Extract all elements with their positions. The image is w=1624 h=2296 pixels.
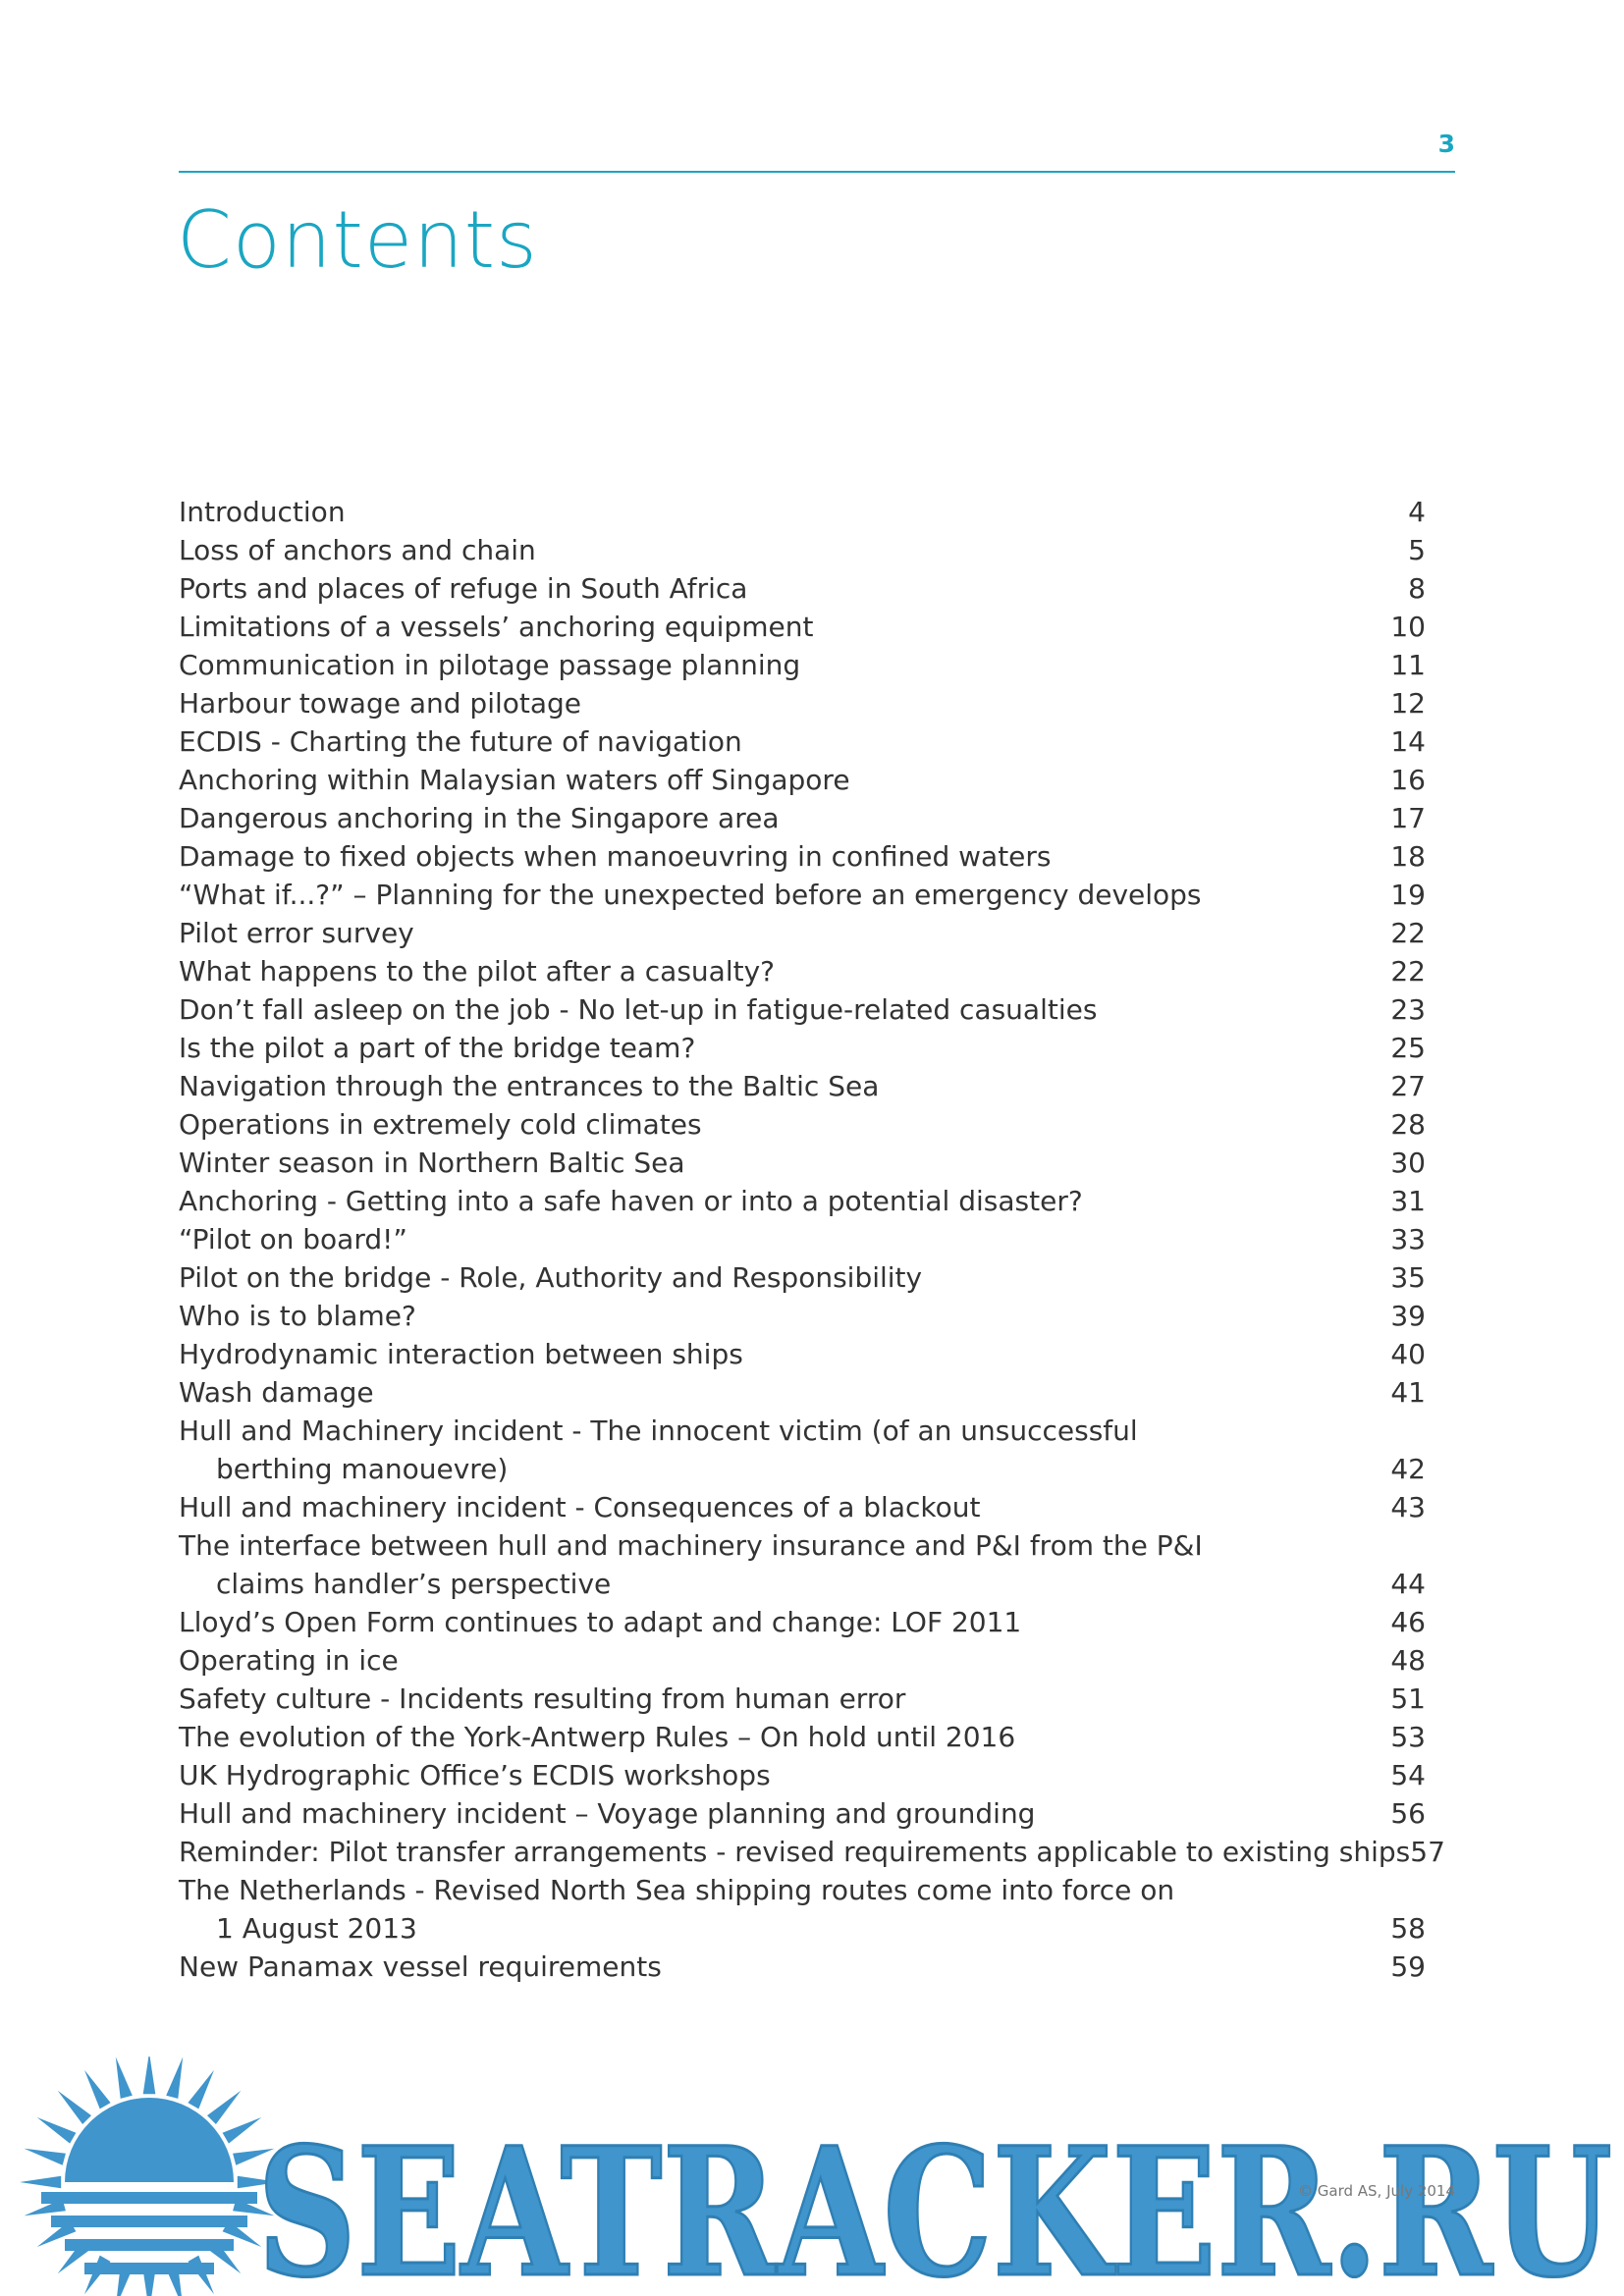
toc-entry-title: Ports and places of refuge in South Africa — [179, 572, 748, 605]
toc-line — [179, 531, 1426, 569]
toc-line — [179, 1029, 1426, 1067]
toc-line — [179, 876, 1426, 914]
sun-ray — [84, 2256, 111, 2295]
toc-line — [179, 1258, 1426, 1297]
toc-line — [179, 914, 1426, 952]
page-title: Contents — [177, 194, 538, 286]
toc-line — [179, 1718, 1426, 1756]
toc-page-number: 31 — [1390, 1185, 1426, 1217]
toc-page-number: 12 — [1390, 687, 1426, 720]
toc-entry-title: Hull and Machinery incident - The innocent victim (of an unsuccessful — [179, 1415, 1138, 1447]
toc-line — [179, 1833, 1445, 1871]
toc-line — [179, 1909, 1426, 1948]
toc-entry-title: Wash damage — [179, 1376, 374, 1409]
toc-line — [179, 1450, 1426, 1488]
toc-page-number: 54 — [1390, 1759, 1426, 1791]
toc-line — [179, 1871, 1426, 1909]
toc-page-number: 18 — [1390, 840, 1426, 873]
toc-entry-title: Communication in pilotage passage planning — [179, 649, 801, 681]
toc-entry-title: Winter season in Northern Baltic Sea — [179, 1147, 685, 1179]
toc-page-number: 59 — [1390, 1950, 1426, 1983]
watermark — [0, 2056, 1624, 2296]
toc-entry-title: berthing manouevre) — [216, 1453, 509, 1485]
sun-ray — [84, 2070, 111, 2109]
toc-line — [179, 837, 1426, 876]
toc-line — [179, 1526, 1426, 1565]
toc-page-number: 35 — [1390, 1261, 1426, 1294]
toc-entry — [179, 1029, 1426, 1067]
toc-entry-title: Introduction — [179, 496, 346, 528]
toc-page-number: 5 — [1408, 534, 1426, 566]
toc-line — [179, 1373, 1426, 1412]
toc-entry-title: The interface between hull and machinery insurance and P&I from the P&I — [179, 1529, 1203, 1562]
sun-ray — [188, 2070, 214, 2109]
toc-line — [179, 1756, 1426, 1794]
toc-line — [179, 722, 1426, 761]
toc-entry — [179, 990, 1426, 1029]
toc-entry — [179, 493, 1426, 531]
toc-line — [179, 1603, 1426, 1641]
toc-entry — [179, 1144, 1426, 1182]
toc-page-number: 17 — [1390, 802, 1426, 834]
toc-line — [179, 1297, 1426, 1335]
toc-entry-title: Is the pilot a part of the bridge team? — [179, 1032, 696, 1064]
toc-page-number: 44 — [1390, 1568, 1426, 1600]
sun-ray — [207, 2091, 241, 2124]
sun-ray — [143, 2056, 156, 2094]
toc-entry-title: New Panamax vessel requirements — [179, 1950, 662, 1983]
toc-entry-title: Harbour towage and pilotage — [179, 687, 582, 720]
watermark-text: SEATRACKER.RU — [257, 2109, 1612, 2296]
toc-entry-title: Hydrodynamic interaction between ships — [179, 1338, 743, 1370]
toc-line — [179, 608, 1426, 646]
toc-entry — [179, 837, 1426, 876]
sun-ray — [25, 2149, 66, 2165]
toc-line — [179, 1794, 1426, 1833]
toc-entry-title: The evolution of the York-Antwerp Rules – On hold until 2016 — [179, 1721, 1016, 1753]
toc-entry — [179, 1105, 1426, 1144]
toc-line — [179, 1105, 1426, 1144]
sun-logo-icon — [20, 2056, 279, 2296]
toc-line — [179, 569, 1426, 608]
toc-entry — [179, 1718, 1426, 1756]
toc-entry-title: Damage to fixed objects when manoeuvring in confined waters — [179, 840, 1052, 873]
toc-line — [179, 1488, 1426, 1526]
toc-line — [179, 1220, 1426, 1258]
toc-page-number: 11 — [1390, 649, 1426, 681]
toc-page-number: 57 — [1410, 1836, 1445, 1868]
toc-line — [179, 1067, 1426, 1105]
toc-page-number: 42 — [1390, 1453, 1426, 1485]
toc-entry — [179, 1297, 1426, 1335]
toc-line — [179, 1412, 1426, 1450]
sun-ray — [37, 2117, 77, 2144]
toc-line — [179, 1182, 1426, 1220]
toc-entry-title: “Pilot on board!” — [179, 1223, 407, 1255]
toc-entry — [179, 608, 1426, 646]
toc-line — [179, 1641, 1426, 1680]
toc-entry-title: Dangerous anchoring in the Singapore area — [179, 802, 780, 834]
toc-entry — [179, 569, 1426, 608]
toc-page-number: 46 — [1390, 1606, 1426, 1638]
toc-page-number: 22 — [1390, 955, 1426, 988]
toc-page-number: 25 — [1390, 1032, 1426, 1064]
toc-page-number: 40 — [1390, 1338, 1426, 1370]
toc-entry-title: Reminder: Pilot transfer arrangements - revised requirements applicable to existing ships — [179, 1836, 1411, 1868]
toc-line — [179, 1144, 1426, 1182]
toc-entry — [179, 1526, 1426, 1603]
toc-entry-title: What happens to the pilot after a casualty? — [179, 955, 776, 988]
toc-entry — [179, 531, 1426, 569]
sun-ray — [188, 2256, 214, 2295]
toc-page-number: 10 — [1390, 611, 1426, 643]
toc-page-number: 28 — [1390, 1108, 1426, 1141]
toc-entry — [179, 1220, 1426, 1258]
toc-page-number: 4 — [1408, 496, 1426, 528]
toc-entry-title: Limitations of a vessels’ anchoring equipment — [179, 611, 814, 643]
toc-line — [179, 990, 1426, 1029]
toc-page-number: 16 — [1390, 764, 1426, 796]
toc-page-number: 8 — [1408, 572, 1426, 605]
toc-entry — [179, 1756, 1426, 1794]
sun-ray — [20, 2176, 61, 2189]
toc-entry-title: Hull and machinery incident – Voyage planning and grounding — [179, 1797, 1036, 1830]
toc-entry — [179, 684, 1426, 722]
toc-entry-title: Safety culture - Incidents resulting from human error — [179, 1682, 906, 1715]
toc-entry — [179, 1641, 1426, 1680]
toc-entry-title: Pilot error survey — [179, 917, 414, 949]
toc-line — [179, 1948, 1426, 1986]
toc-page-number: 14 — [1390, 725, 1426, 758]
toc-entry — [179, 1335, 1426, 1373]
toc-entry-title: Who is to blame? — [179, 1300, 416, 1332]
toc-entry — [179, 761, 1426, 799]
toc-entry-title: Pilot on the bridge - Role, Authority and Responsibility — [179, 1261, 923, 1294]
toc-line — [179, 1335, 1426, 1373]
toc-entry-title: claims handler’s perspective — [216, 1568, 612, 1600]
toc-entry — [179, 1603, 1426, 1641]
toc-entry-title: “What if...?” – Planning for the unexpected before an emergency develops — [179, 879, 1202, 911]
toc-entry — [179, 1067, 1426, 1105]
toc-page-number: 51 — [1390, 1682, 1426, 1715]
toc-entry-title: Anchoring - Getting into a safe haven or into a potential disaster? — [179, 1185, 1083, 1217]
toc-entry-title: Hull and machinery incident - Consequences of a blackout — [179, 1491, 981, 1523]
toc-entry-title: Lloyd’s Open Form continues to adapt and change: LOF 2011 — [179, 1606, 1022, 1638]
toc-page-number: 19 — [1390, 879, 1426, 911]
toc-line — [179, 799, 1426, 837]
toc-entry — [179, 1373, 1426, 1412]
toc-page-number: 58 — [1390, 1912, 1426, 1945]
toc-entry-title: Anchoring within Malaysian waters off Singapore — [179, 764, 850, 796]
toc-entry-title: UK Hydrographic Office’s ECDIS workshops — [179, 1759, 771, 1791]
toc-line — [179, 684, 1426, 722]
toc-page-number: 39 — [1390, 1300, 1426, 1332]
toc-entry — [179, 952, 1426, 990]
copyright: © Gard AS, July 2014 — [1298, 2182, 1456, 2200]
toc-entry — [179, 722, 1426, 761]
toc-entry-title: Don’t fall asleep on the job - No let-up in fatigue-related casualties — [179, 993, 1098, 1026]
toc-page-number: 43 — [1390, 1491, 1426, 1523]
toc-entry-title: The Netherlands - Revised North Sea shipping routes come into force on — [179, 1874, 1175, 1906]
toc-page-number: 56 — [1390, 1797, 1426, 1830]
toc-entry — [179, 646, 1426, 684]
toc-entry-title: Operations in extremely cold climates — [179, 1108, 702, 1141]
toc-entry — [179, 1871, 1426, 1948]
header-rule — [179, 171, 1455, 173]
toc-line — [179, 493, 1426, 531]
toc-entry — [179, 914, 1426, 952]
toc-entry — [179, 1680, 1426, 1718]
toc-entry-title: ECDIS - Charting the future of navigation — [179, 725, 742, 758]
toc-entry-title: Operating in ice — [179, 1644, 399, 1677]
toc-entry — [179, 1412, 1426, 1488]
toc-page-number: 22 — [1390, 917, 1426, 949]
toc-line — [179, 761, 1426, 799]
toc-entry — [179, 1948, 1426, 1986]
page-number: 3 — [1437, 130, 1455, 158]
table-of-contents — [179, 493, 1445, 1986]
toc-entry-title: Loss of anchors and chain — [179, 534, 536, 566]
sun-ray — [166, 2057, 183, 2099]
toc-line — [179, 952, 1426, 990]
toc-entry — [179, 799, 1426, 837]
toc-line — [179, 1565, 1426, 1603]
toc-entry — [179, 1488, 1426, 1526]
toc-page-number: 41 — [1390, 1376, 1426, 1409]
sun-ray — [58, 2091, 91, 2124]
toc-page-number: 33 — [1390, 1223, 1426, 1255]
toc-entry-title: Navigation through the entrances to the Baltic Sea — [179, 1070, 880, 1102]
toc-entry — [179, 876, 1426, 914]
toc-page-number: 48 — [1390, 1644, 1426, 1677]
toc-line — [179, 1680, 1426, 1718]
toc-page-number: 30 — [1390, 1147, 1426, 1179]
toc-entry — [179, 1794, 1426, 1833]
sun-ray — [116, 2057, 133, 2099]
toc-page-number: 27 — [1390, 1070, 1426, 1102]
toc-entry-title: 1 August 2013 — [216, 1912, 417, 1945]
toc-entry — [179, 1833, 1445, 1871]
toc-entry — [179, 1182, 1426, 1220]
toc-line — [179, 646, 1426, 684]
toc-page-number: 23 — [1390, 993, 1426, 1026]
sun-ray — [223, 2117, 262, 2144]
toc-entry — [179, 1258, 1426, 1297]
toc-page-number: 53 — [1390, 1721, 1426, 1753]
